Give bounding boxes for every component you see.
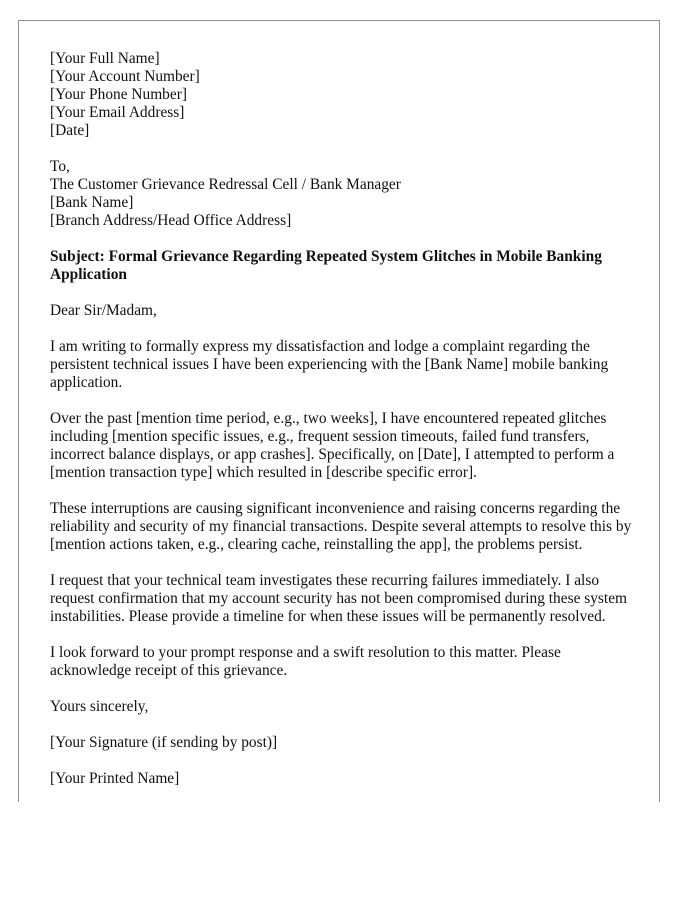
body-paragraph-3: These interruptions are causing significant inconvenience and raising concerns regarding the reliability and security of my financial transactions. Despite several attempts to resolve this by [mention actions taken, e.g., clearing cache, reinstalling the app], the problems persist. (50, 500, 632, 553)
letter-signature: [Your Signature (if sending by post)] (50, 734, 278, 751)
sender-block (50, 50, 645, 140)
letter-closing: Yours sincerely, (50, 698, 149, 715)
body-paragraph-2: Over the past [mention time period, e.g., two weeks], I have encountered repeated glitches including [mention specific issues, e.g., frequent session timeouts, failed fund transfers, incorrect balance displays, or app crashes]. Specifically, on [Date], I attempted to perform a [mention transaction type] which resulted in [describe specific error]. (50, 410, 615, 481)
recipient-address: [Branch Address/Head Office Address] (50, 212, 292, 229)
recipient-bank-name: [Bank Name] (50, 194, 134, 211)
recipient-office: The Customer Grievance Redressal Cell / Bank Manager (50, 176, 401, 193)
letter-salutation: Dear Sir/Madam, (50, 302, 157, 319)
sender-email-address: [Your Email Address] (50, 104, 185, 121)
body-paragraph-5: I look forward to your prompt response and a swift resolution to this matter. Please acknowledge receipt of this grievance. (50, 644, 561, 679)
letter-page (18, 20, 660, 802)
recipient-to: To, (50, 158, 70, 175)
recipient-block (50, 158, 645, 230)
letter-content (50, 50, 645, 788)
body-paragraph-1: I am writing to formally express my dissatisfaction and lodge a complaint regarding the persistent technical issues I have been experiencing with the [Bank Name] mobile banking application. (50, 338, 609, 391)
letter-subject: Subject: Formal Grievance Regarding Repeated System Glitches in Mobile Banking Application (50, 248, 602, 283)
sender-phone-number: [Your Phone Number] (50, 86, 187, 103)
letter-printed-name: [Your Printed Name] (50, 770, 180, 787)
sender-full-name: [Your Full Name] (50, 50, 160, 67)
sender-date: [Date] (50, 122, 90, 139)
body-paragraph-4: I request that your technical team investigates these recurring failures immediately. I also request confirmation that my account security has not been compromised during these system instabilities. Please provide a timeline for when these issues will be permanently resolved. (50, 572, 627, 625)
sender-account-number: [Your Account Number] (50, 68, 200, 85)
